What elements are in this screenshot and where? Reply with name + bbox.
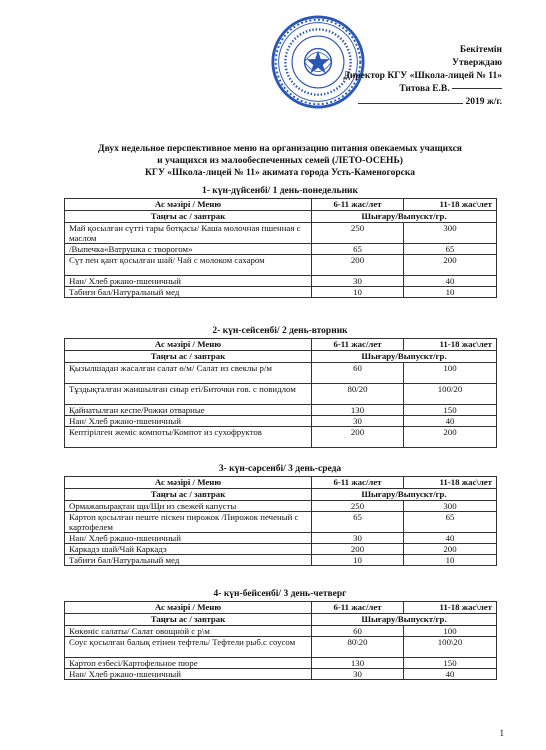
portion-6-11: 60: [312, 626, 404, 637]
portion-11-18: 300: [404, 223, 497, 244]
portion-11-18: 40: [404, 276, 497, 287]
portion-11-18: 150: [404, 658, 497, 669]
portion-6-11: 130: [312, 658, 404, 669]
output-header: Шығару/Выпускт/гр.: [312, 489, 497, 501]
portion-11-18: 100: [404, 626, 497, 637]
age-header-1: 6-11 жас/лет: [312, 199, 404, 211]
portion-11-18: 40: [404, 416, 497, 427]
title-line-1: Двух недельное перспективное меню на организацию питания опекаемых учащихся: [98, 144, 462, 154]
dish-name: Ормажапырақтан щи/Щи из свежей капусты: [65, 501, 312, 512]
date-line: [358, 103, 463, 104]
age-header-2: 11-18 жас\лет: [404, 339, 497, 351]
title-line-3: КГУ «Школа-лицей № 11» акимата города Усть-Каменогорска: [145, 168, 415, 178]
table-subheader-row: [65, 614, 497, 626]
dish-name: Май қосылған сүтті тары ботқасы/ Каша молочная пшенная с маслом: [65, 223, 312, 244]
portion-6-11: 30: [312, 276, 404, 287]
meal-header: Таңғы ас / завтрак: [65, 211, 312, 223]
portion-6-11: 65: [312, 512, 404, 533]
dish-name: Көкөніс салаты/ Салат овощной с р\м: [65, 626, 312, 637]
portion-6-11: 10: [312, 555, 404, 566]
day-title: 1- күн-дүйсенбі/ 1 день-понедельник: [202, 186, 358, 196]
portion-11-18: 200: [404, 255, 497, 276]
approval-line-kz: Бекітемін: [459, 45, 502, 55]
portion-6-11: 200: [312, 427, 404, 448]
table-header-row: [65, 477, 497, 489]
approval-director: Директор КГУ «Школа-лицей № 11»: [343, 71, 502, 81]
menu-table: [64, 601, 497, 680]
portion-11-18: 200: [404, 427, 497, 448]
portion-11-18: 100/20: [404, 384, 497, 405]
table-row: [65, 255, 497, 276]
table-row: [65, 223, 497, 244]
portion-6-11: 30: [312, 416, 404, 427]
approval-line-ru: Утверждаю: [452, 58, 502, 68]
portion-11-18: 100: [404, 363, 497, 384]
output-header: Шығару/Выпускт/гр.: [312, 351, 497, 363]
dish-name: Нан/ Хлеб ржано-пшеничный: [65, 669, 312, 680]
dish-name: /Выпечка«Ватрушка с творогом»: [65, 244, 312, 255]
portion-6-11: 250: [312, 501, 404, 512]
table-row: [65, 658, 497, 669]
table-row: [65, 637, 497, 658]
portion-6-11: 200: [312, 255, 404, 276]
portion-6-11: 10: [312, 287, 404, 298]
dish-name: Сүт пен қант қосылған шай/ Чай с молоком сахаром: [65, 255, 312, 276]
table-header-row: [65, 339, 497, 351]
table-row: [65, 276, 497, 287]
portion-11-18: 300: [404, 501, 497, 512]
menu-table: [64, 338, 497, 448]
portion-11-18: 200: [404, 544, 497, 555]
meal-header: Таңғы ас / завтрак: [65, 489, 312, 501]
document-title: [60, 143, 500, 179]
table-row: [65, 416, 497, 427]
day-title: 2- күн-сейсенбі/ 2 день-вторник: [212, 326, 348, 336]
dish-name: Картоп езбесі/Картофельное пюре: [65, 658, 312, 669]
signature-line: [452, 88, 502, 89]
output-header: Шығару/Выпускт/гр.: [312, 211, 497, 223]
approval-date-suffix: 2019 ж/г.: [465, 97, 502, 107]
portion-11-18: 40: [404, 669, 497, 680]
dish-name: Тұздықталған жаншылған сиыр еті/Биточки гов. с повидлом: [65, 384, 312, 405]
portion-6-11: 80\20: [312, 637, 404, 658]
dish-name: Нан/ Хлеб ржано-пшеничный: [65, 533, 312, 544]
portion-11-18: 65: [404, 512, 497, 533]
dish-name: Қызылшадан жасалған салат ө/м/ Салат из свеклы р/м: [65, 363, 312, 384]
day-title: 4- күн-бейсенбі/ 3 день-четверг: [213, 589, 347, 599]
approval-block: [343, 44, 502, 109]
table-header-row: [65, 602, 497, 614]
portion-6-11: 65: [312, 244, 404, 255]
menu-header: Ас мәзірі / Меню: [65, 339, 312, 351]
portion-6-11: 250: [312, 223, 404, 244]
portion-11-18: 10: [404, 287, 497, 298]
dish-name: Каркадэ шай/Чай Каркадэ: [65, 544, 312, 555]
portion-6-11: 200: [312, 544, 404, 555]
dish-name: Кептірілген жеміс компоты/Компот из сухофруктов: [65, 427, 312, 448]
menu-header: Ас мәзірі / Меню: [65, 199, 312, 211]
table-row: [65, 287, 497, 298]
dish-name: Табиғи бал/Натуральный мед: [65, 287, 312, 298]
portion-6-11: 130: [312, 405, 404, 416]
menu-header: Ас мәзірі / Меню: [65, 602, 312, 614]
table-row: [65, 501, 497, 512]
portion-11-18: 10: [404, 555, 497, 566]
table-header-row: [65, 199, 497, 211]
title-line-2: и учащихся из малообеспеченных семей (ЛЕТО-ОСЕНЬ): [157, 156, 403, 166]
table-row: [65, 555, 497, 566]
table-row: [65, 363, 497, 384]
dish-name: Соус қосылған балық етінен тефтель/ Тефтели рыб.с соусом: [65, 637, 312, 658]
table-row: [65, 384, 497, 405]
table-row: [65, 427, 497, 448]
age-header-2: 11-18 жас\лет: [404, 477, 497, 489]
menu-table: [64, 198, 497, 298]
dish-name: Қайнатылған кеспе/Рожки отварные: [65, 405, 312, 416]
dish-name: Нан/ Хлеб ржано-пшеничный: [65, 416, 312, 427]
menu-header: Ас мәзірі / Меню: [65, 477, 312, 489]
portion-6-11: 80/20: [312, 384, 404, 405]
portion-6-11: 30: [312, 669, 404, 680]
approval-name: Титова Е.В.: [399, 84, 450, 94]
menu-table: [64, 476, 497, 566]
table-row: [65, 544, 497, 555]
table-subheader-row: [65, 351, 497, 363]
portion-6-11: 60: [312, 363, 404, 384]
portion-6-11: 30: [312, 533, 404, 544]
meal-header: Таңғы ас / завтрак: [65, 351, 312, 363]
output-header: Шығару/Выпускт/гр.: [312, 614, 497, 626]
table-row: [65, 512, 497, 533]
table-row: [65, 669, 497, 680]
meal-header: Таңғы ас / завтрак: [65, 614, 312, 626]
portion-11-18: 40: [404, 533, 497, 544]
portion-11-18: 150: [404, 405, 497, 416]
dish-name: Табиғи бал/Натуральный мед: [65, 555, 312, 566]
table-subheader-row: [65, 489, 497, 501]
table-row: [65, 626, 497, 637]
page-number: 1: [499, 728, 504, 738]
portion-11-18: 100\20: [404, 637, 497, 658]
age-header-1: 6-11 жас/лет: [312, 602, 404, 614]
table-row: [65, 244, 497, 255]
portion-11-18: 65: [404, 244, 497, 255]
table-row: [65, 405, 497, 416]
age-header-1: 6-11 жас/лет: [312, 477, 404, 489]
dish-name: Нан/ Хлеб ржано-пшеничный: [65, 276, 312, 287]
day-title: 3- күн-сәрсенбі/ 3 день-среда: [218, 464, 342, 474]
age-header-2: 11-18 жас\лет: [404, 199, 497, 211]
table-row: [65, 533, 497, 544]
age-header-2: 11-18 жас\лет: [404, 602, 497, 614]
age-header-1: 6-11 жас/лет: [312, 339, 404, 351]
dish-name: Картоп қосылған пеште піскен пирожок /Пирожок печеный с картофелем: [65, 512, 312, 533]
table-subheader-row: [65, 211, 497, 223]
